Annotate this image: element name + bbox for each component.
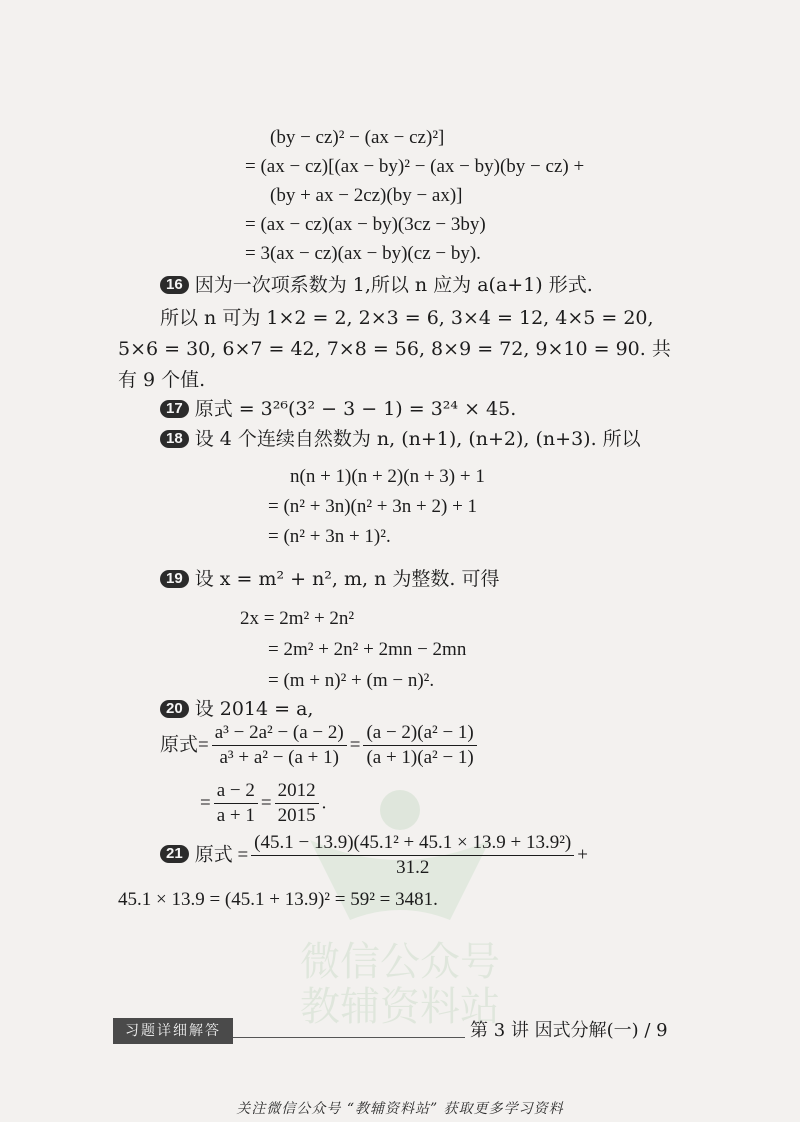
- fraction-4-numerator: 2012: [275, 780, 319, 804]
- problem-18-eq-b: = (n² + 3n)(n² + 3n + 2) + 1: [268, 496, 478, 517]
- problem-17-text: 原式 = 3²⁶(3² − 3 − 1) = 3²⁴ × 45.: [194, 398, 517, 420]
- problem-16: [160, 272, 593, 298]
- fraction-4: [275, 780, 319, 827]
- problem-18-eq-c: = (n² + 3n + 1)².: [268, 526, 391, 547]
- problem-18-eq-a: n(n + 1)(n + 2)(n + 3) + 1: [290, 466, 485, 487]
- footer-rule: [233, 1037, 465, 1038]
- bottom-watermark-note: 关注微信公众号 “教辅资料站” 获取更多学习资料: [236, 1101, 564, 1117]
- problem-20: [160, 696, 313, 722]
- problem-21-lhs: 原式 =: [194, 844, 249, 866]
- problem-19-eq-b: = 2m² + 2n² + 2mn − 2mn: [268, 639, 467, 660]
- problem-16-line-c: 5×6 = 30, 6×7 = 42, 7×8 = 56, 8×9 = 72, 9×10 = 90. 共: [118, 338, 671, 360]
- problem-16-text: 因为一次项系数为 1,所以 n 应为 a(a+1) 形式.: [194, 274, 593, 296]
- equals-sign: =: [349, 734, 361, 756]
- problem-19-eq-c: = (m + n)² + (m − n)².: [268, 670, 435, 691]
- fraction-5-numerator: (45.1 − 13.9)(45.1² + 45.1 × 13.9 + 13.9²): [251, 832, 574, 856]
- problem-20-eq-row2: [200, 780, 326, 827]
- fraction-5: [251, 832, 574, 879]
- problem-number-badge: 16: [160, 276, 189, 294]
- eq-line-3: (by + ax − 2cz)(by − ax)]: [270, 185, 463, 206]
- problem-20-lhs: 原式=: [160, 734, 209, 756]
- plus-sign: +: [577, 844, 588, 866]
- fraction-1-numerator: a³ − 2a² − (a − 2): [212, 722, 347, 746]
- problem-18: [160, 426, 641, 452]
- problem-20-eq-row1: [160, 722, 480, 769]
- problem-20-text: 设 2014 = a,: [194, 698, 314, 720]
- fraction-3: [214, 780, 258, 827]
- problem-number-badge: 17: [160, 400, 189, 418]
- eq-line-5: = 3(ax − cz)(ax − by)(cz − by).: [245, 243, 481, 264]
- problem-number-badge: 19: [160, 570, 189, 588]
- footer-chapter-page: 第 3 讲 因式分解(一) / 9: [470, 1020, 668, 1041]
- watermark-line1: 微信公众号: [300, 939, 500, 985]
- watermark-line2: 教辅资料站: [300, 984, 500, 1030]
- problem-21: [160, 832, 588, 879]
- fraction-3-denominator: a + 1: [216, 805, 255, 826]
- fraction-2-numerator: (a − 2)(a² − 1): [363, 722, 476, 746]
- fraction-3-numerator: a − 2: [214, 780, 258, 804]
- equals-sign: =: [200, 792, 211, 814]
- eq-line-1: (by − cz)² − (ax − cz)²]: [270, 127, 445, 148]
- problem-19: [160, 566, 499, 592]
- problem-number-badge: 20: [160, 700, 189, 718]
- problem-19-text: 设 x = m² + n², m, n 为整数. 可得: [194, 568, 500, 590]
- fraction-1-denominator: a³ + a² − (a + 1): [219, 747, 339, 768]
- problem-21-line-b: 45.1 × 13.9 = (45.1 + 13.9)² = 59² = 3481.: [118, 889, 438, 910]
- eq-line-4: = (ax − cz)(ax − by)(3cz − 3by): [245, 214, 486, 235]
- problem-number-badge: 21: [160, 845, 189, 863]
- problem-19-eq-a: 2x = 2m² + 2n²: [240, 608, 355, 629]
- problem-number-badge: 18: [160, 430, 189, 448]
- eq-line-2: = (ax − cz)[(ax − by)² − (ax − by)(by − cz) +: [245, 156, 585, 177]
- problem-18-text: 设 4 个连续自然数为 n, (n+1), (n+2), (n+3). 所以: [194, 428, 641, 450]
- fraction-5-denominator: 31.2: [396, 857, 430, 878]
- equals-sign: =: [260, 792, 272, 814]
- footer-section-tag: 习题详细解答: [113, 1018, 233, 1044]
- fraction-2: [363, 722, 476, 769]
- fraction-2-denominator: (a + 1)(a² − 1): [366, 747, 474, 768]
- period: .: [321, 792, 327, 814]
- fraction-1: [212, 722, 347, 769]
- problem-16-line-b: 所以 n 可为 1×2 = 2, 2×3 = 6, 3×4 = 12, 4×5 = 20,: [160, 307, 654, 329]
- fraction-4-denominator: 2015: [277, 805, 316, 826]
- problem-17: [160, 396, 516, 422]
- problem-16-line-d: 有 9 个值.: [118, 369, 206, 391]
